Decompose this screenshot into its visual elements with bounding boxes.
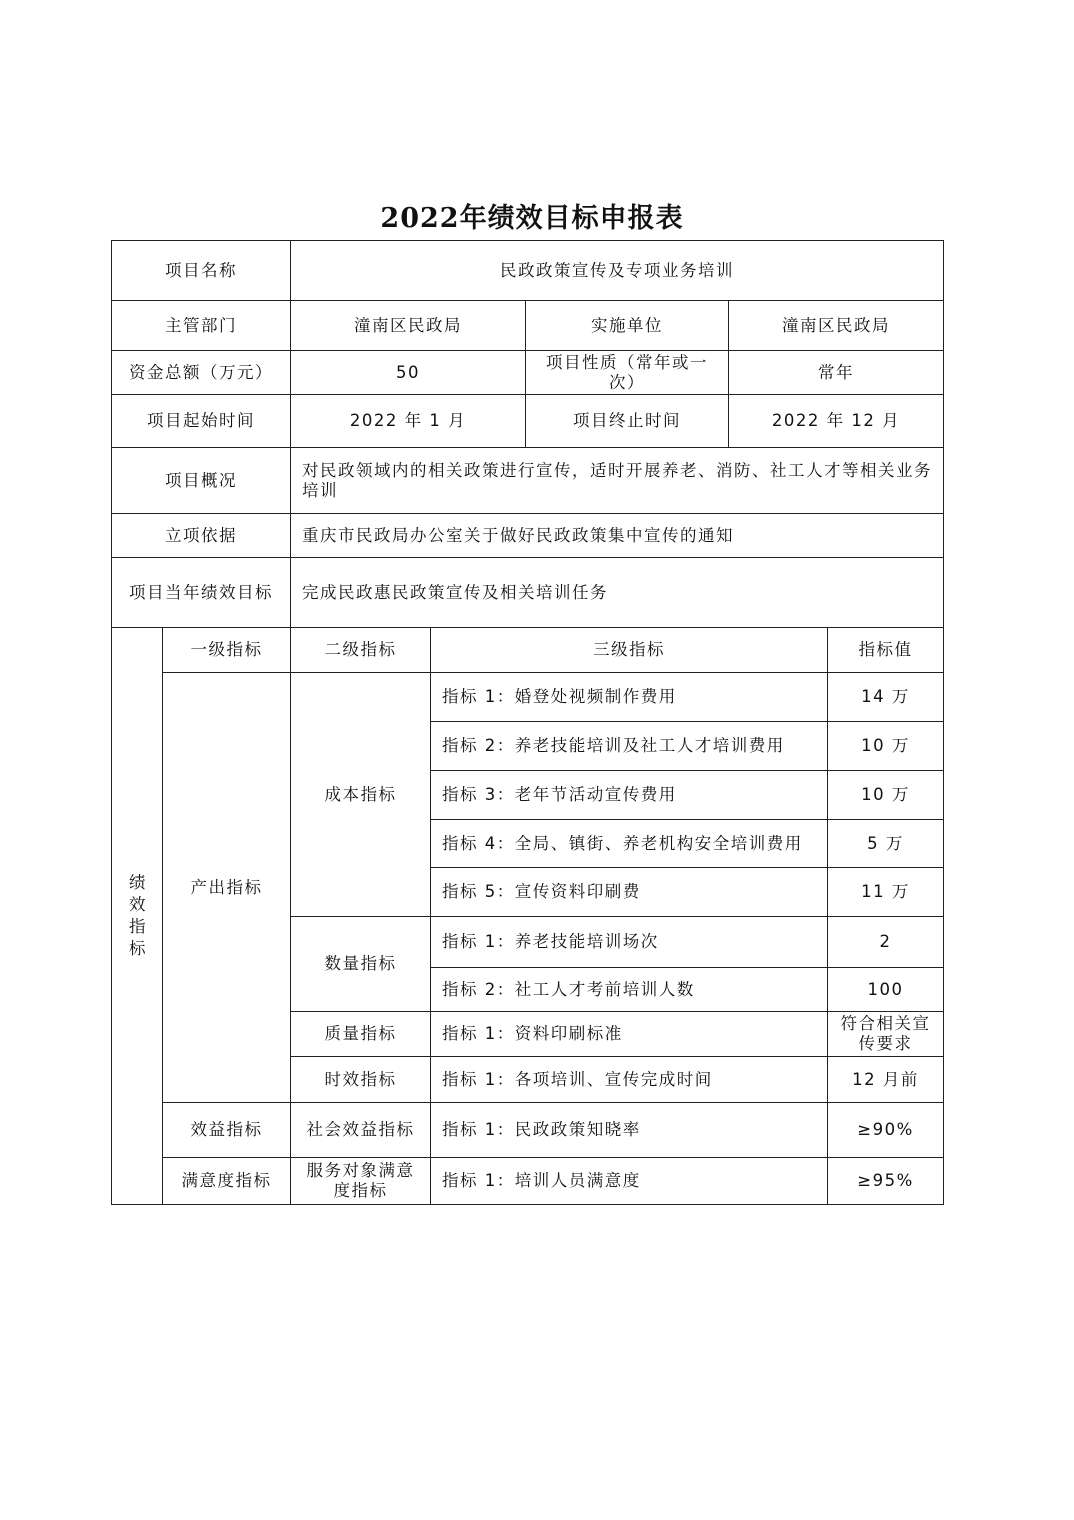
unit-label: 实施单位 (526, 301, 729, 351)
indicator-item: 指标 1：民政政策知晓率 (431, 1103, 828, 1158)
table-row (112, 1103, 944, 1158)
performance-target-table (111, 240, 944, 1205)
indicator-value: 2 (828, 917, 944, 968)
indicator-item: 指标 5：宣传资料印刷费 (431, 868, 828, 917)
indicator-value: 14 万 (828, 673, 944, 722)
indicator-item: 指标 1：各项培训、宣传完成时间 (431, 1057, 828, 1103)
row-basis (112, 514, 944, 558)
indicator-item: 指标 4：全局、镇街、养老机构安全培训费用 (431, 820, 828, 868)
indicator-value: 10 万 (828, 722, 944, 771)
basis-label: 立项依据 (112, 514, 291, 558)
indicator-value: 12 月前 (828, 1057, 944, 1103)
row-period (112, 395, 944, 448)
indicator-item: 指标 1：婚登处视频制作费用 (431, 673, 828, 722)
overview-value: 对民政领域内的相关政策进行宣传，适时开展养老、消防、社工人才等相关业务培训 (291, 448, 944, 514)
indicators-section-text: 绩效指标 (129, 873, 147, 958)
table-row (112, 673, 944, 722)
level2-quality: 质量指标 (291, 1012, 431, 1057)
row-department (112, 301, 944, 351)
header-level1: 一级指标 (163, 628, 291, 673)
level2-timeliness: 时效指标 (291, 1057, 431, 1103)
indicators-section-label (112, 628, 163, 1205)
nature-label: 项目性质（常年或一次） (526, 351, 729, 395)
dept-label: 主管部门 (112, 301, 291, 351)
indicator-value: ≥90% (828, 1103, 944, 1158)
header-value: 指标值 (828, 628, 944, 673)
indicator-value: ≥95% (828, 1158, 944, 1205)
page-title: 2022年绩效目标申报表 (380, 203, 684, 234)
level2-cost: 成本指标 (291, 673, 431, 917)
level1-satisfaction: 满意度指标 (163, 1158, 291, 1205)
indicator-item: 指标 2：养老技能培训及社工人才培训费用 (431, 722, 828, 771)
level2-social-benefit: 社会效益指标 (291, 1103, 431, 1158)
start-label: 项目起始时间 (112, 395, 291, 448)
basis-value: 重庆市民政局办公室关于做好民政政策集中宣传的通知 (291, 514, 944, 558)
row-overview (112, 448, 944, 514)
header-level3: 三级指标 (431, 628, 828, 673)
start-value: 2022 年 1 月 (291, 395, 526, 448)
indicator-item: 指标 3：老年节活动宣传费用 (431, 771, 828, 820)
end-value: 2022 年 12 月 (729, 395, 944, 448)
funds-label: 资金总额（万元） (112, 351, 291, 395)
indicator-item: 指标 1：培训人员满意度 (431, 1158, 828, 1205)
header-level2: 二级指标 (291, 628, 431, 673)
indicator-item: 指标 2：社工人才考前培训人数 (431, 968, 828, 1012)
unit-value: 潼南区民政局 (729, 301, 944, 351)
table-row (112, 1158, 944, 1205)
end-label: 项目终止时间 (526, 395, 729, 448)
level2-service-satisfaction: 服务对象满意度指标 (291, 1158, 431, 1205)
indicator-item: 指标 1：资料印刷标准 (431, 1012, 828, 1057)
dept-value: 潼南区民政局 (291, 301, 526, 351)
row-goal (112, 558, 944, 628)
indicator-value: 11 万 (828, 868, 944, 917)
level2-quantity: 数量指标 (291, 917, 431, 1012)
level1-output: 产出指标 (163, 673, 291, 1103)
indicator-item: 指标 1：养老技能培训场次 (431, 917, 828, 968)
overview-label: 项目概况 (112, 448, 291, 514)
indicator-value: 5 万 (828, 820, 944, 868)
nature-value: 常年 (729, 351, 944, 395)
goal-value: 完成民政惠民政策宣传及相关培训任务 (291, 558, 944, 628)
row-project-name (112, 241, 944, 301)
funds-value: 50 (291, 351, 526, 395)
level1-benefit: 效益指标 (163, 1103, 291, 1158)
project-name-label: 项目名称 (112, 241, 291, 301)
indicator-value: 10 万 (828, 771, 944, 820)
indicator-header-row (112, 628, 944, 673)
project-name-value: 民政政策宣传及专项业务培训 (291, 241, 944, 301)
row-funds (112, 351, 944, 395)
indicator-value: 符合相关宣传要求 (828, 1012, 944, 1057)
goal-label: 项目当年绩效目标 (112, 558, 291, 628)
indicator-value: 100 (828, 968, 944, 1012)
